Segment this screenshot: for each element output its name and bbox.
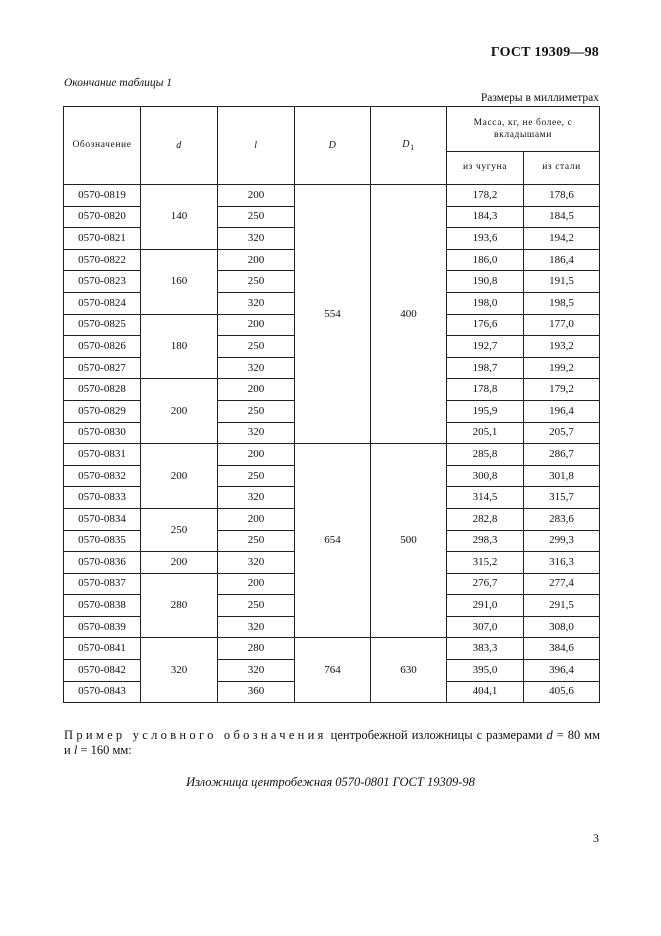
cell-d: 280: [141, 573, 218, 638]
page-number: 3: [593, 831, 599, 845]
cell-l: 250: [218, 530, 295, 552]
cell-designation: 0570-0827: [64, 357, 141, 379]
cell-designation: 0570-0843: [64, 681, 141, 703]
cell-l: 250: [218, 595, 295, 617]
cell-d: 250: [141, 508, 218, 551]
example-l-symbol: l: [73, 743, 78, 757]
cell-mass-steel: 191,5: [524, 271, 600, 293]
cell-mass-cast-iron: 291,0: [447, 595, 524, 617]
cell-designation: 0570-0836: [64, 552, 141, 574]
cell-mass-steel: 308,0: [524, 616, 600, 638]
cell-d: 140: [141, 185, 218, 250]
cell-designation: 0570-0841: [64, 638, 141, 660]
example-d-symbol: d: [546, 728, 553, 742]
cell-designation: 0570-0842: [64, 660, 141, 682]
cell-mass-cast-iron: 307,0: [447, 616, 524, 638]
table-row: [64, 185, 600, 207]
cell-mass-cast-iron: 285,8: [447, 444, 524, 466]
cell-mass-steel: 186,4: [524, 249, 600, 271]
header-l: l: [218, 107, 295, 185]
cell-l: 250: [218, 336, 295, 358]
cell-mass-steel: 193,2: [524, 336, 600, 358]
cell-mass-cast-iron: 404,1: [447, 681, 524, 703]
cell-designation: 0570-0828: [64, 379, 141, 401]
cell-l: 320: [218, 487, 295, 509]
cell-mass-steel: 299,3: [524, 530, 600, 552]
cell-l: 320: [218, 422, 295, 444]
example-designation: Изложница центробежная 0570-0801 ГОСТ 19309-98: [186, 775, 475, 789]
cell-d: 200: [141, 552, 218, 574]
cell-designation: 0570-0824: [64, 292, 141, 314]
cell-D1: 500: [371, 444, 447, 638]
example-d-value: = 80 мм и: [64, 728, 600, 757]
cell-designation: 0570-0837: [64, 573, 141, 595]
cell-mass-steel: 315,7: [524, 487, 600, 509]
cell-mass-steel: 199,2: [524, 357, 600, 379]
example-paragraph: [64, 728, 600, 758]
header-D1: [371, 107, 447, 185]
cell-mass-steel: 301,8: [524, 465, 600, 487]
cell-designation: 0570-0822: [64, 249, 141, 271]
cell-mass-steel: 316,3: [524, 552, 600, 574]
cell-mass-steel: 384,6: [524, 638, 600, 660]
cell-l: 320: [218, 357, 295, 379]
header-D1-sub: 1: [410, 142, 415, 152]
cell-mass-cast-iron: 186,0: [447, 249, 524, 271]
cell-mass-steel: 196,4: [524, 400, 600, 422]
cell-designation: 0570-0832: [64, 465, 141, 487]
cell-mass-cast-iron: 195,9: [447, 400, 524, 422]
cell-D: 554: [295, 185, 371, 444]
cell-l: 200: [218, 444, 295, 466]
cell-d: 320: [141, 638, 218, 703]
cell-mass-cast-iron: 383,3: [447, 638, 524, 660]
table-row: [64, 638, 600, 660]
cell-mass-steel: 179,2: [524, 379, 600, 401]
cell-mass-cast-iron: 282,8: [447, 508, 524, 530]
cell-mass-cast-iron: 315,2: [447, 552, 524, 574]
cell-mass-cast-iron: 314,5: [447, 487, 524, 509]
cell-mass-steel: 194,2: [524, 228, 600, 250]
cell-d: 200: [141, 444, 218, 509]
cell-mass-steel: 205,7: [524, 422, 600, 444]
cell-mass-cast-iron: 178,2: [447, 185, 524, 207]
cell-l: 200: [218, 573, 295, 595]
cell-mass-cast-iron: 300,8: [447, 465, 524, 487]
cell-mass-cast-iron: 395,0: [447, 660, 524, 682]
cell-mass-cast-iron: 205,1: [447, 422, 524, 444]
cell-l: 360: [218, 681, 295, 703]
cell-l: 320: [218, 292, 295, 314]
cell-mass-steel: 277,4: [524, 573, 600, 595]
table-row: [64, 444, 600, 466]
dimensions-table: [63, 106, 600, 703]
cell-designation: 0570-0826: [64, 336, 141, 358]
cell-designation: 0570-0834: [64, 508, 141, 530]
cell-mass-cast-iron: 192,7: [447, 336, 524, 358]
cell-mass-cast-iron: 298,3: [447, 530, 524, 552]
header-D: D: [295, 107, 371, 185]
cell-mass-steel: 177,0: [524, 314, 600, 336]
header-mass: Масса, кг, не более, с вкладышами: [447, 107, 600, 152]
cell-designation: 0570-0820: [64, 206, 141, 228]
cell-d: 160: [141, 249, 218, 314]
cell-mass-cast-iron: 198,7: [447, 357, 524, 379]
cell-D: 764: [295, 638, 371, 703]
cell-l: 200: [218, 249, 295, 271]
cell-l: 320: [218, 228, 295, 250]
cell-designation: 0570-0821: [64, 228, 141, 250]
cell-d: 200: [141, 379, 218, 444]
cell-mass-steel: 396,4: [524, 660, 600, 682]
header-d: d: [141, 107, 218, 185]
cell-designation: 0570-0833: [64, 487, 141, 509]
cell-mass-steel: 286,7: [524, 444, 600, 466]
standard-header: ГОСТ 19309—98: [490, 45, 599, 60]
cell-D1: 630: [371, 638, 447, 703]
cell-mass-cast-iron: 276,7: [447, 573, 524, 595]
cell-D1: 400: [371, 185, 447, 444]
cell-designation: 0570-0823: [64, 271, 141, 293]
cell-designation: 0570-0835: [64, 530, 141, 552]
cell-l: 250: [218, 465, 295, 487]
cell-mass-cast-iron: 176,6: [447, 314, 524, 336]
cell-designation: 0570-0829: [64, 400, 141, 422]
cell-mass-cast-iron: 198,0: [447, 292, 524, 314]
cell-l: 250: [218, 400, 295, 422]
header-designation: Обозначение: [64, 107, 141, 185]
cell-designation: 0570-0831: [64, 444, 141, 466]
cell-mass-steel: 291,5: [524, 595, 600, 617]
cell-mass-steel: 405,6: [524, 681, 600, 703]
cell-mass-cast-iron: 184,3: [447, 206, 524, 228]
cell-designation: 0570-0825: [64, 314, 141, 336]
cell-l: 320: [218, 660, 295, 682]
header-steel: из стали: [524, 152, 600, 185]
cell-d: 180: [141, 314, 218, 379]
cell-mass-cast-iron: 178,8: [447, 379, 524, 401]
cell-l: 280: [218, 638, 295, 660]
cell-D: 654: [295, 444, 371, 638]
cell-designation: 0570-0839: [64, 616, 141, 638]
table-caption: Окончание таблицы 1: [64, 77, 172, 89]
cell-mass-steel: 283,6: [524, 508, 600, 530]
example-text: центробежной изложницы с размерами: [326, 728, 547, 742]
example-lead: Пример условного обозначения: [64, 728, 327, 742]
cell-mass-steel: 178,6: [524, 185, 600, 207]
cell-l: 250: [218, 206, 295, 228]
header-D1-base: D: [402, 138, 411, 150]
cell-designation: 0570-0830: [64, 422, 141, 444]
cell-mass-cast-iron: 193,6: [447, 228, 524, 250]
cell-l: 200: [218, 508, 295, 530]
cell-l: 200: [218, 379, 295, 401]
cell-l: 200: [218, 185, 295, 207]
header-cast-iron: из чугуна: [447, 152, 524, 185]
cell-l: 320: [218, 616, 295, 638]
cell-mass-cast-iron: 190,8: [447, 271, 524, 293]
cell-designation: 0570-0819: [64, 185, 141, 207]
cell-mass-steel: 198,5: [524, 292, 600, 314]
cell-mass-steel: 184,5: [524, 206, 600, 228]
cell-l: 250: [218, 271, 295, 293]
example-l-value: = 160 мм:: [77, 743, 132, 757]
cell-l: 200: [218, 314, 295, 336]
cell-l: 320: [218, 552, 295, 574]
cell-designation: 0570-0838: [64, 595, 141, 617]
units-note: Размеры в миллиметрах: [480, 92, 599, 104]
